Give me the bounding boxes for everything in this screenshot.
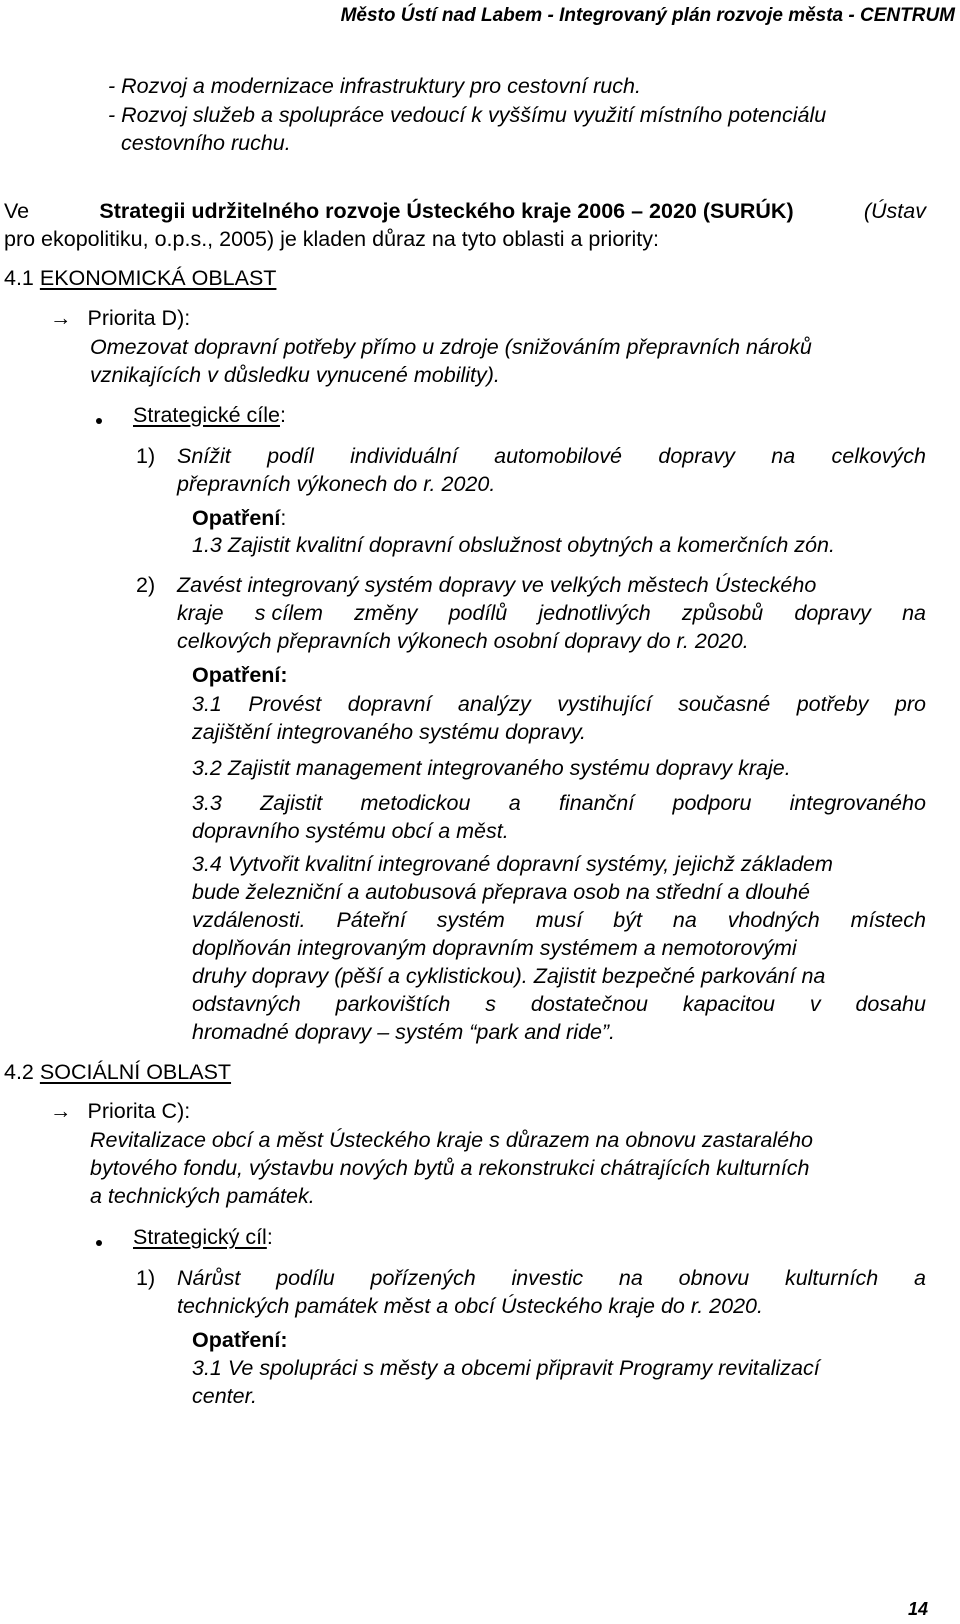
word: s (485, 992, 496, 1016)
word: analýzy (457, 692, 531, 716)
priority-text-line: a technických památek. (90, 1184, 315, 1208)
word: musí (535, 908, 583, 932)
section-title: SOCIÁLNÍ OBLAST (39, 1060, 232, 1084)
goal-1-line1 (177, 446, 926, 468)
intro-item-1: - Rozvoj a modernizace infrastruktury pro cestovní ruch. (108, 74, 641, 98)
measure-3-4-line: 3.4 Vytvořit kvalitní integrované dopravní systémy, jejichž základem (192, 852, 833, 876)
intro-item-2-cont: cestovního ruchu. (121, 131, 291, 155)
arrow-icon: → (50, 306, 72, 330)
social-goal-line2: technických památek měst a obcí Ústeckého kraje do r. 2020. (177, 1294, 763, 1318)
word: Nárůst (177, 1266, 241, 1290)
strategy-paragraph-line1 (4, 201, 926, 223)
word: kulturních (784, 1266, 879, 1290)
priority-text-line: Revitalizace obcí a měst Ústeckého kraje s důrazem na obnovu zastaralého (90, 1128, 814, 1152)
word: být (613, 908, 642, 932)
word: podílů (448, 601, 508, 625)
word: dostatečnou (530, 992, 649, 1016)
goal-2-line1: Zavést integrovaný systém dopravy ve velkých městech Ústeckého (177, 573, 817, 597)
word: změny (354, 601, 418, 625)
goals-heading (133, 405, 286, 427)
strategy-paragraph-line2: pro ekopolitiku, o.p.s., 2005) je kladen důraz na tyto oblasti a priority: (4, 227, 659, 251)
word: odstavných (192, 992, 301, 1016)
word: kapacitou (682, 992, 775, 1016)
measure-3-1-line1 (192, 694, 926, 716)
word: Snížit (177, 444, 231, 468)
social-measure-line2: center. (192, 1384, 257, 1408)
measure-3-4-line (192, 994, 926, 1016)
priority-text-line: bytového fondu, výstavbu nových bytů a rekonstrukci chátrajících kulturních (90, 1156, 810, 1180)
priority-label: Priorita D): (87, 306, 191, 330)
measure-3-3-line2: dopravního systému obcí a měst. (192, 819, 509, 843)
measure-3-3-line1 (192, 793, 926, 815)
measure-3-4-line: hromadné dopravy – systém “park and ride”. (192, 1020, 616, 1044)
measures-label: Opatření (192, 506, 281, 530)
word: podílu (276, 1266, 335, 1290)
goal-label: Strategický cíl (133, 1225, 267, 1249)
bullet-icon (96, 418, 102, 424)
measure-3-4-line: druhy dopravy (pěší a cyklistickou). Zajistit bezpečné parkování na (192, 964, 826, 988)
goal-colon: : (266, 1225, 273, 1249)
measure-3-1-line2: zajištění integrovaného systému dopravy. (192, 720, 586, 744)
word: podporu (672, 791, 752, 815)
word: na (672, 908, 697, 932)
word: s cílem (254, 601, 323, 625)
measure-1-3: 1.3 Zajistit kvalitní dopravní obslužnost obytných a komerčních zón. (192, 533, 835, 557)
page-number: 14 (907, 1599, 928, 1619)
word: parkovištích (335, 992, 451, 1016)
goal-number: 1) (136, 1266, 156, 1290)
priority-text-line: Omezovat dopravní potřeby přímo u zdroje (snižováním přepravních nároků (90, 335, 812, 359)
strategy-title: Strategii udržitelného rozvoje Ústeckého kraje 2006 – 2020 (SURÚK) (99, 199, 794, 223)
word: obnovu (678, 1266, 750, 1290)
social-goal-line1 (177, 1268, 926, 1290)
measures-label: Opatření: (192, 1328, 288, 1352)
goals-label: Strategické cíle (133, 403, 280, 427)
priority-label: Priorita C): (87, 1099, 191, 1123)
measure-3-4-line (192, 910, 926, 932)
measures-heading (192, 508, 286, 530)
word: na (618, 1266, 643, 1290)
word: dopravní (347, 692, 432, 716)
priority-text-line: vznikajících v důsledku vynucené mobility). (90, 363, 500, 387)
intro-item-2: - Rozvoj služeb a spolupráce vedoucí k vyššímu využití místního potenciálu (108, 103, 827, 127)
word: pro (894, 692, 926, 716)
word: investic (511, 1266, 584, 1290)
measure-3-4-line: doplňován integrovaným dopravním systémem a nemotorovými (192, 936, 797, 960)
word: Zajistit (260, 791, 323, 815)
word: potřeby (796, 692, 869, 716)
page-header: Město Ústí nad Labem - Integrovaný plán rozvoje města - CENTRUM (340, 5, 955, 26)
word: místech (850, 908, 926, 932)
arrow-icon: → (50, 1099, 72, 1123)
word: individuální (350, 444, 458, 468)
word: v (809, 992, 821, 1016)
word: automobilové (494, 444, 622, 468)
word: dopravy (658, 444, 735, 468)
word: na (902, 601, 926, 625)
word: současné (678, 692, 771, 716)
word: 3.3 (192, 791, 222, 815)
word: systém (436, 908, 505, 932)
strategy-prefix: Ve (4, 199, 30, 223)
section-title: EKONOMICKÁ OBLAST (39, 266, 277, 290)
measures-colon: : (280, 506, 287, 530)
goal-number: 2) (136, 573, 156, 597)
priority-d (50, 308, 190, 330)
word: dosahu (855, 992, 926, 1016)
word: Páteřní (336, 908, 406, 932)
section-number: 4.2 (4, 1060, 34, 1084)
section-heading-economic (4, 268, 276, 290)
measure-3-2: 3.2 Zajistit management integrovaného systému dopravy kraje. (192, 756, 791, 780)
bullet-icon (96, 1240, 102, 1246)
goals-colon: : (279, 403, 286, 427)
goal-number: 1) (136, 444, 156, 468)
word: podíl (267, 444, 314, 468)
word: kraje (177, 601, 224, 625)
word: způsobů (681, 601, 764, 625)
measures-label: Opatření: (192, 663, 288, 687)
strategy-source: (Ústav (863, 199, 926, 223)
goal-2-line2 (177, 603, 926, 625)
word: a (508, 791, 521, 815)
word: 3.1 (192, 692, 222, 716)
word: finanční (558, 791, 635, 815)
word: jednotlivých (538, 601, 651, 625)
goal-1-line2: přepravních výkonech do r. 2020. (177, 472, 496, 496)
word: dopravy (794, 601, 871, 625)
word: vystihující (557, 692, 652, 716)
section-number: 4.1 (4, 266, 34, 290)
goal-2-line3: celkových přepravních výkonech osobní dopravy do r. 2020. (177, 629, 749, 653)
word: vhodných (727, 908, 820, 932)
word: na (771, 444, 796, 468)
word: a (913, 1266, 926, 1290)
word: pořízených (370, 1266, 476, 1290)
social-measure-line1: 3.1 Ve spolupráci s městy a obcemi připravit Programy revitalizací (192, 1356, 820, 1380)
word: celkových (831, 444, 926, 468)
measure-3-4-line: bude železniční a autobusová přeprava osob na střední a dlouhé (192, 880, 810, 904)
word: metodickou (360, 791, 471, 815)
goal-heading (133, 1227, 273, 1249)
word: integrovaného (789, 791, 926, 815)
word: Provést (248, 692, 322, 716)
section-heading-social (4, 1062, 231, 1084)
word: vzdálenosti. (192, 908, 306, 932)
priority-c (50, 1101, 190, 1123)
